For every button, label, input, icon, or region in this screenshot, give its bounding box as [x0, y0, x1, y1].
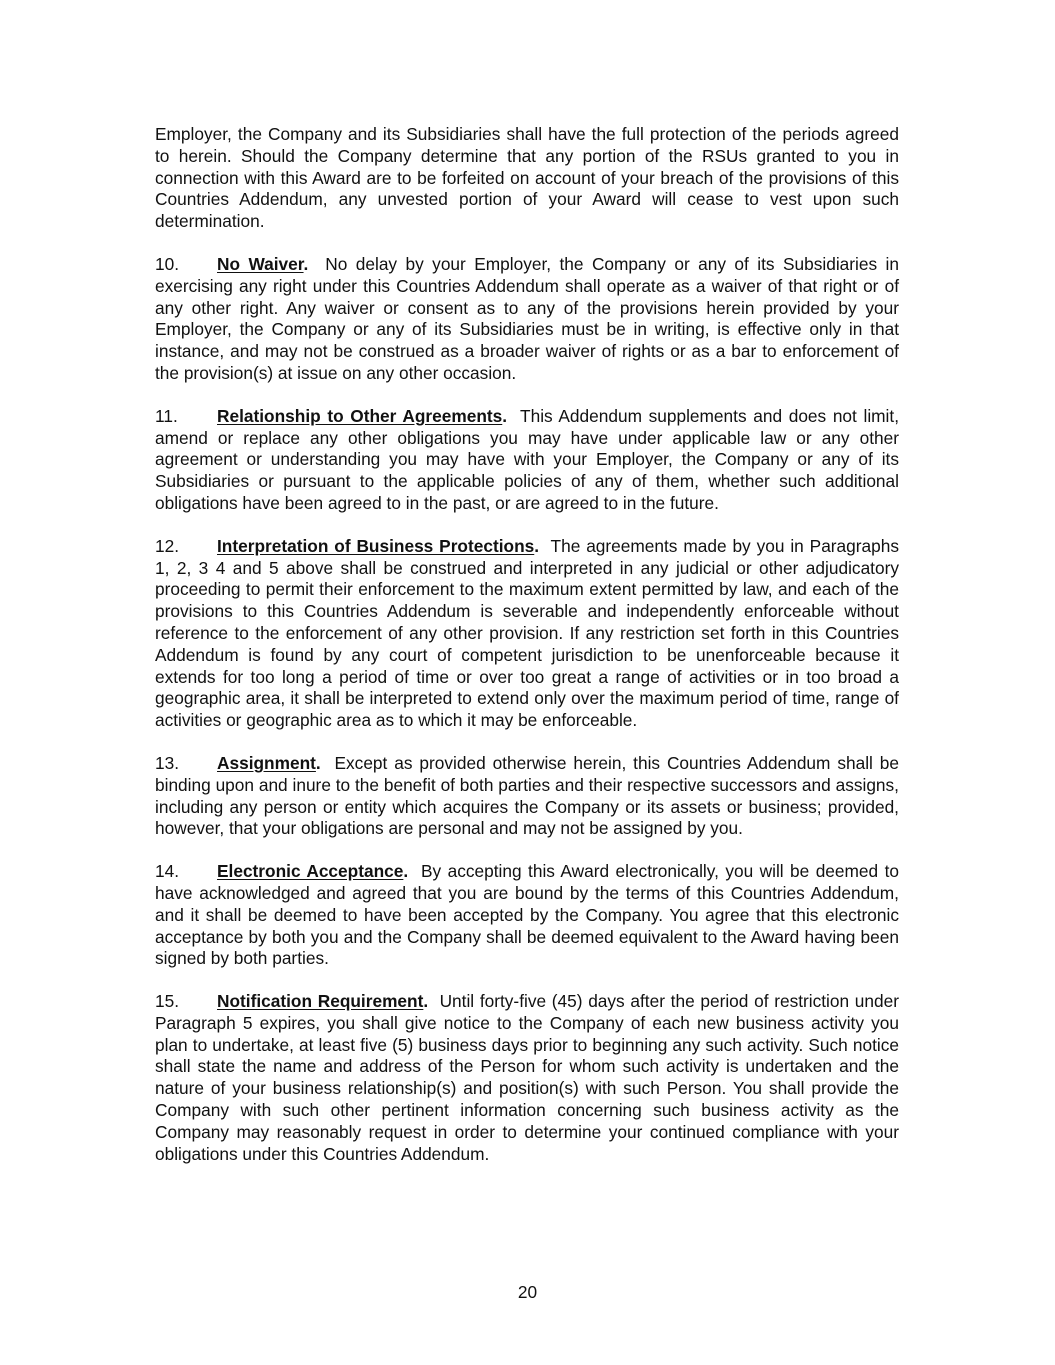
section-heading: Interpretation of Business Protections	[217, 535, 535, 556]
section-notification-requirement: 15. Notification Requirement. Until forty-five (45) days after the period of restriction under Paragraph 5 expires, you shall give notice to the Company of each new business activity you plan to undertake, at least five (5) business days prior to beginning any such activity. Such notice shall state the name and address of the Person for whom such activity is undertaken and the nature of your business relationship(s) and position(s) with such Person. You shall provide the Company with such other pertinent information concerning such business activity as the Company may reasonably request in order to determine your continued compliance with your obligations under this Countries Addendum.	[155, 991, 899, 1164]
section-number: 15.	[155, 991, 180, 1012]
section-electronic-acceptance: 14. Electronic Acceptance. By accepting this Award electronically, you will be deemed to have acknowledged and agreed that you are bound by the terms of this Countries Addendum, and it shall be deemed to have been accepted by the Company. You agree that this electronic acceptance by both you and the Company shall be deemed equivalent to the Award having been signed by both parties.	[155, 861, 899, 969]
section-body: Until forty-five (45) days after the period of restriction under Paragraph 5 expires, you shall give notice to the Company of each new business activity you plan to undertake, at least five (5) business days prior to beginning any such activity. Such notice shall state the name and address of the Person for whom such activity is undertaken and the nature of your business relationship(s) and position(s) with such Person. You shall provide the Company with such other pertinent information concerning such business activity as the Company may reasonably request in order to determine your continued compliance with your obligations under this Countries Addendum.	[155, 991, 899, 1164]
document-body	[155, 124, 899, 1186]
section-heading: Relationship to Other Agreements	[217, 405, 503, 426]
section-heading: No Waiver	[217, 253, 304, 274]
section-interpretation-of-business-protections: 12. Interpretation of Business Protections. The agreements made by you in Paragraphs 1, 2, 3 4 and 5 above shall be construed and interpreted in any judicial or other adjudicatory proceeding to permit their enforcement to the maximum extent permitted by law, and each of the provisions to this Countries Addendum is severable and independently enforceable without reference to the enforcement of any other provision. If any restriction set forth in this Countries Addendum is found by any court of competent jurisdiction to be unenforceable because it extends for too long a period of time or over too great a range of activities or in too broad a geographic area, it shall be interpreted to extend only over the maximum period of time, range of activities or geographic area as to which it may be enforceable.	[155, 535, 900, 731]
section-assignment: 13. Assignment. Except as provided otherwise herein, this Countries Addendum shall be binding upon and inure to the benefit of both parties and their respective successors and assigns, including any person or entity which acquires the Company or its assets or business; provided, however, that your obligations are personal and may not be assigned by you.	[155, 752, 899, 839]
section-body: By accepting this Award electronically, you will be deemed to have acknowledged and agreed that you are bound by the terms of this Countries Addendum, and it shall be deemed to have been accepted by the Company. You agree that this electronic acceptance by both you and the Company shall be deemed equivalent to the Award having been signed by both parties.	[155, 861, 899, 969]
section-body: The agreements made by you in Paragraphs 1, 2, 3 4 and 5 above shall be construed and interpreted in any judicial or other adjudicatory proceeding to permit their enforcement to the maximum extent permitted by law, and each of the provisions to this Countries Addendum is severable and independently enforceable without reference to the enforcement of any other provision. If any restriction set forth in this Countries Addendum is found by any court of competent jurisdiction to be unenforceable because it extends for too long a period of time or over too great a range of activities or in too broad a geographic area, it shall be interpreted to extend only over the maximum period of time, range of activities or geographic area as to which it may be enforceable.	[155, 535, 900, 731]
section-body: Except as provided otherwise herein, this Countries Addendum shall be binding upon and inure to the benefit of both parties and their respective successors and assigns, including any person or entity which acquires the Company or its assets or business; provided, however, that your obligations are personal and may not be assigned by you.	[155, 752, 899, 839]
section-heading: Assignment	[217, 752, 316, 773]
section-number: 10.	[155, 253, 180, 274]
section-number: 11.	[155, 405, 178, 426]
section-relationship-to-other-agreements: 11. Relationship to Other Agreements. This Addendum supplements and does not limit, amend or replace any other obligations you may have under applicable law or any other agreement or understanding you may have with your Employer, the Company or any of its Subsidiaries or pursuant to the applicable policies of any of them, whether such additional obligations have been agreed to in the past, or are agreed to in the future.	[155, 405, 899, 513]
section-body: No delay by your Employer, the Company or any of its Subsidiaries in exercising any right under this Countries Addendum shall operate as a waiver of that right or of any other right. Any waiver or consent as to any of the provisions herein provided by your Employer, the Company or any of its Subsidiaries must be in writing, is effective only in that instance, and may not be construed as a broader waiver of rights or as a bar to enforcement of the provision(s) at issue on any other occasion.	[155, 253, 900, 383]
section-number: 14.	[155, 861, 180, 882]
section-body: This Addendum supplements and does not limit, amend or replace any other obligations you may have under applicable law or any other agreement or understanding you may have with your Employer, the Company or any of its Subsidiaries or pursuant to the applicable policies of any of them, whether such additional obligations have been agreed to in the past, or are agreed to in the future.	[155, 405, 899, 513]
section-no-waiver: 10. No Waiver. No delay by your Employer, the Company or any of its Subsidiaries in exercising any right under this Countries Addendum shall operate as a waiver of that right or of any other right. Any waiver or consent as to any of the provisions herein provided by your Employer, the Company or any of its Subsidiaries must be in writing, is effective only in that instance, and may not be construed as a broader waiver of rights or as a bar to enforcement of the provision(s) at issue on any other occasion.	[155, 253, 900, 383]
continuation-paragraph: Employer, the Company and its Subsidiaries shall have the full protection of the periods agreed to herein. Should the Company determine that any portion of the RSUs granted to you in connection with this Award are to be forfeited on account of your breach of the provisions of this Countries Addendum, any unvested portion of your Award will cease to vest upon such determination.	[155, 124, 899, 232]
section-heading: Electronic Acceptance	[217, 861, 404, 882]
section-heading: Notification Requirement	[217, 991, 424, 1012]
section-number: 13.	[155, 752, 180, 773]
section-number: 12.	[155, 535, 180, 556]
page-number: 20	[517, 1282, 538, 1302]
